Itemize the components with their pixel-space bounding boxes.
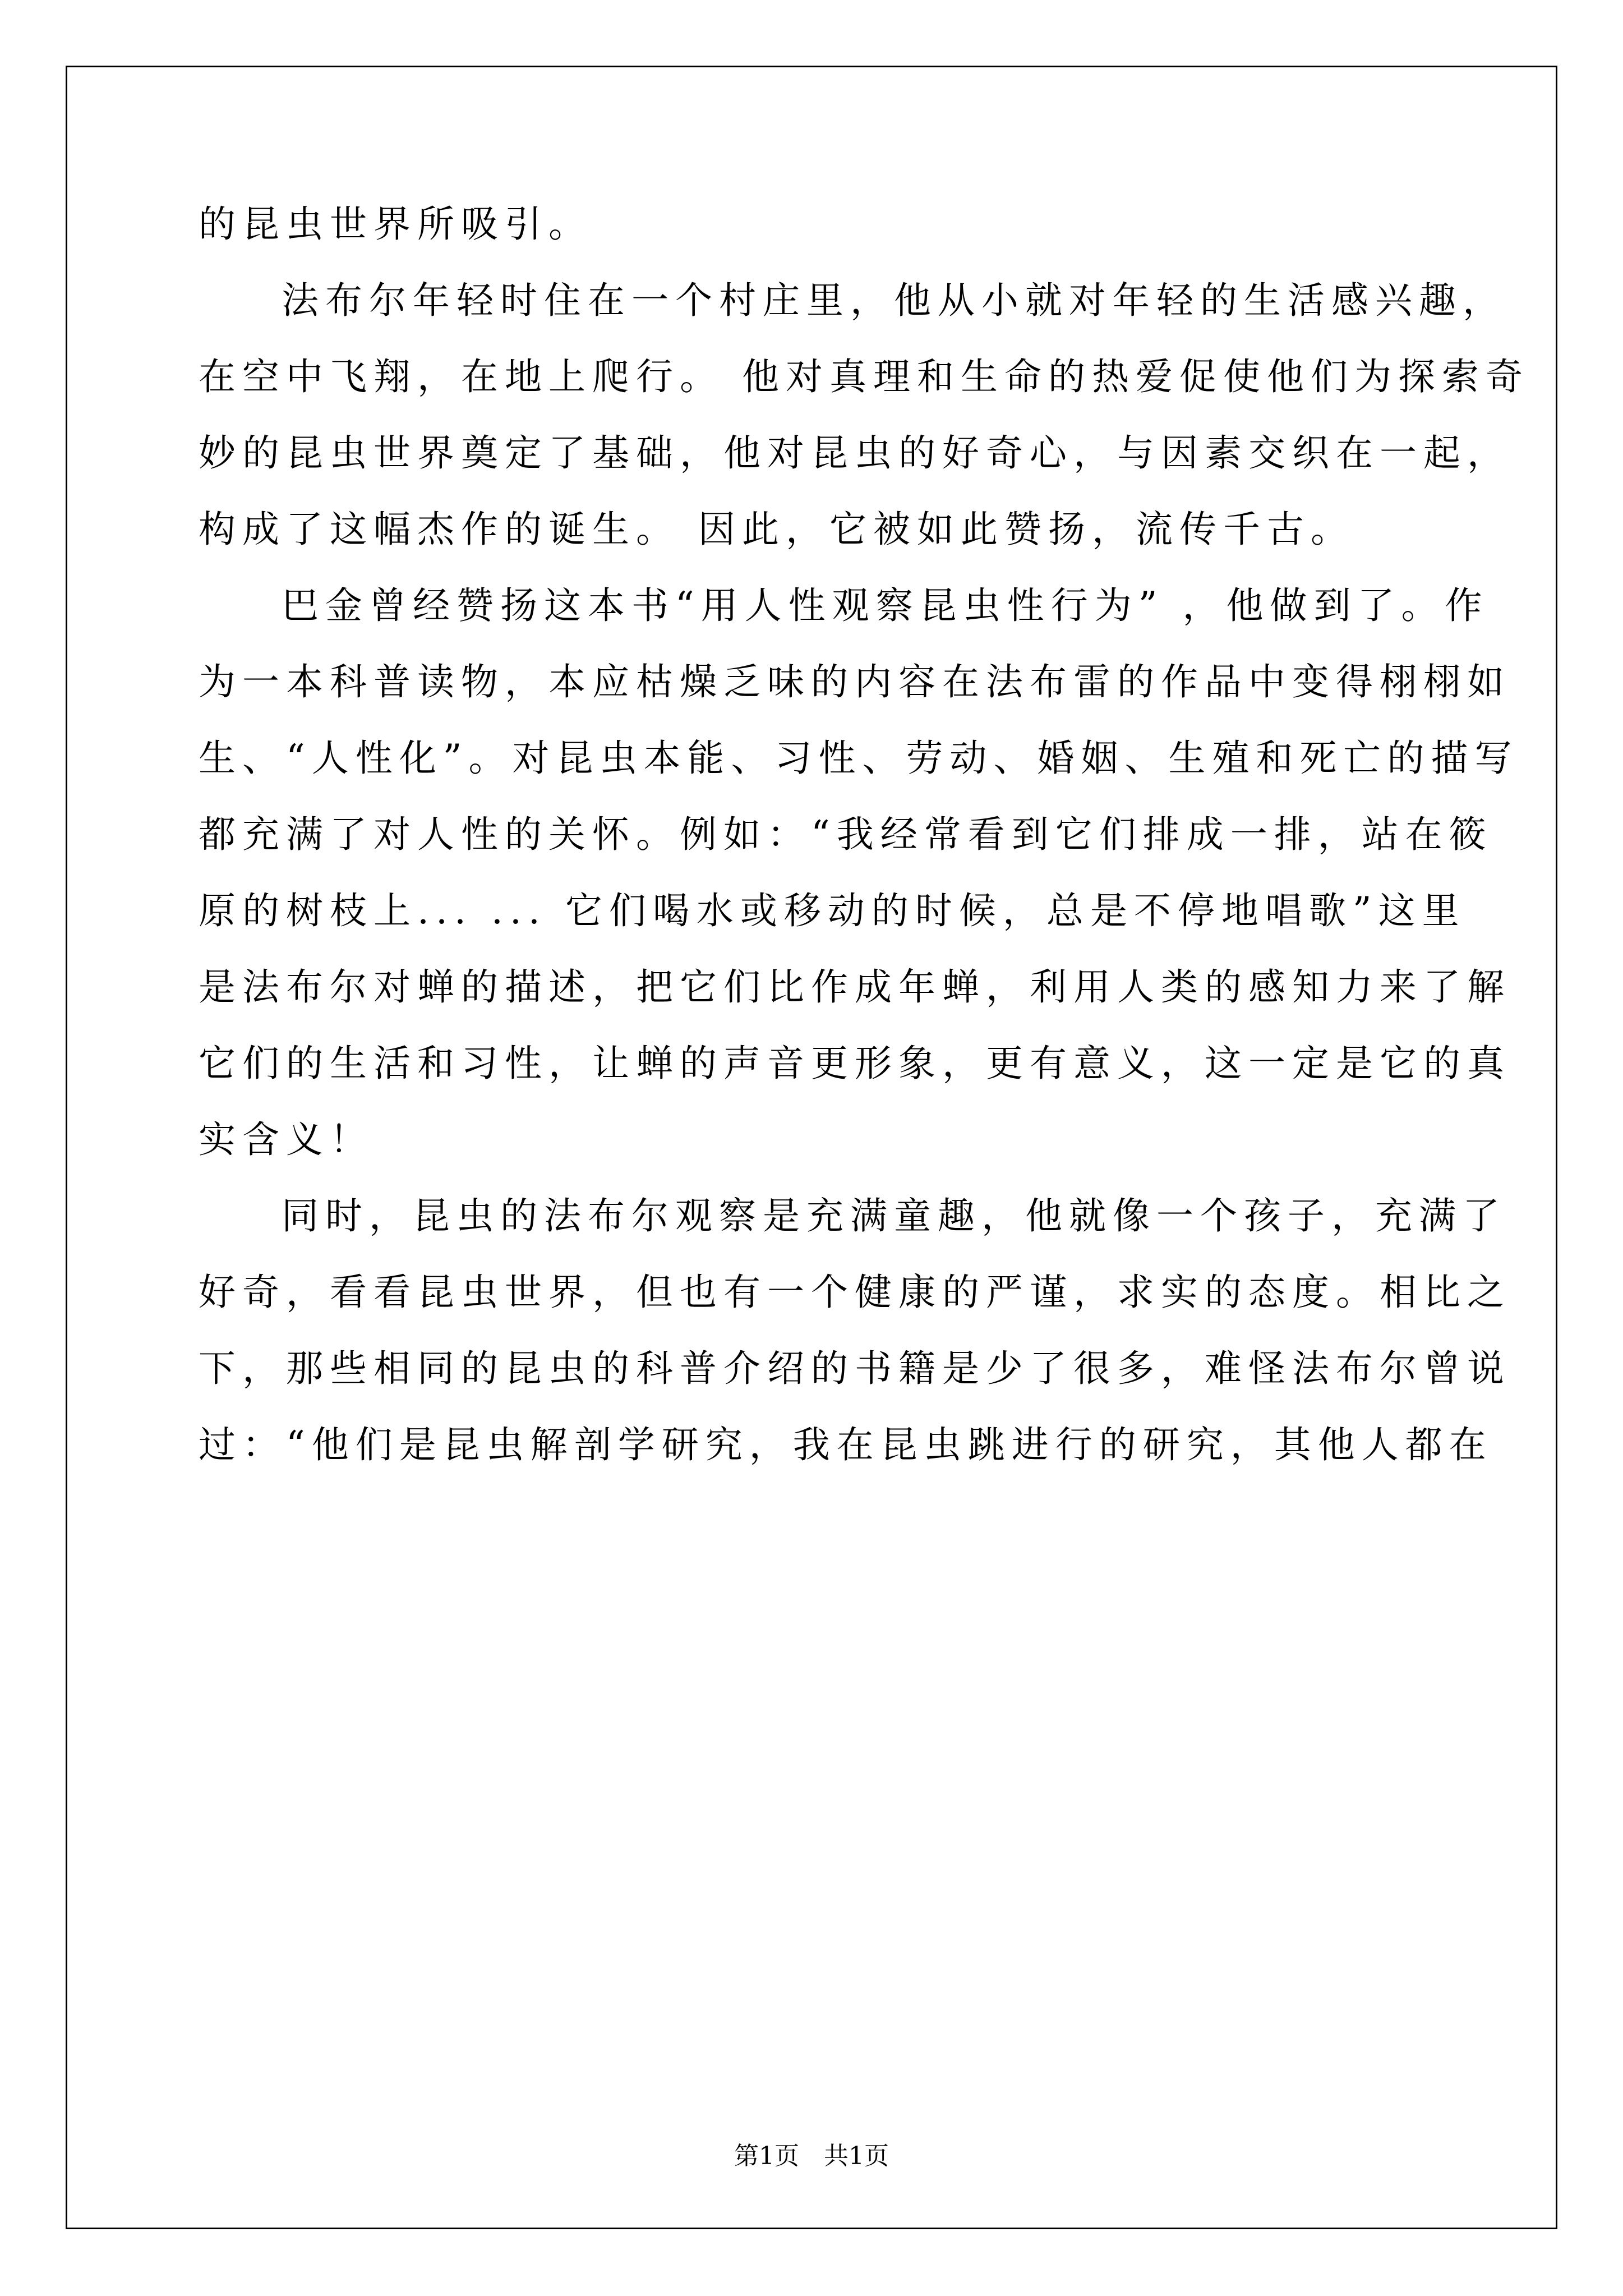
text-line: 下，那些相同的昆虫的科普介绍的书籍是少了很多，难怪法布尔曾说 <box>199 1347 1511 1390</box>
text-line: 在空中飞翔，在地上爬行。 他对真理和生命的热爱促使他们为探索奇 <box>199 355 1529 398</box>
text-line: 法布尔年轻时住在一个村庄里，他从小就对年轻的生活感兴趣， <box>282 279 1506 322</box>
text-line: 原的树枝上... ... 它们喝水或移动的时候，总是不停地唱歌”这里 <box>199 889 1466 932</box>
document-body <box>199 202 1529 1499</box>
text-line: 巴金曾经赞扬这本书“用人性观察昆虫性行为” ，他做到了。作 <box>282 584 1489 627</box>
page-footer <box>0 2141 1623 2172</box>
text-line: 实含义！ <box>199 1118 374 1161</box>
text-line: 为一本科普读物，本应枯燥乏味的内容在法布雷的作品中变得栩栩如 <box>199 660 1511 703</box>
text-line: 好奇，看看昆虫世界，但也有一个健康的严谨，求实的态度。相比之 <box>199 1271 1511 1314</box>
text-line: 都充满了对人性的关怀。例如：“我经常看到它们排成一排，站在筱 <box>199 813 1493 856</box>
page-number: 第1页 共1页 <box>734 2142 889 2170</box>
text-line: 同时，昆虫的法布尔观察是充满童趣，他就像一个孩子，充满了 <box>282 1194 1506 1237</box>
text-line: 的昆虫世界所吸引。 <box>199 203 592 246</box>
text-line: 它们的生活和习性，让蝉的声音更形象，更有意义，这一定是它的真 <box>199 1042 1511 1085</box>
text-line: 过：“他们是昆虫解剖学研究，我在昆虫跳进行的研究，其他人都在 <box>199 1423 1493 1466</box>
text-line: 妙的昆虫世界奠定了基础，他对昆虫的好奇心，与因素交织在一起， <box>199 431 1511 475</box>
text-line: 生、“人性化”。对昆虫本能、习性、劳动、婚姻、生殖和死亡的描写 <box>199 737 1519 780</box>
text-line: 是法布尔对蝉的描述，把它们比作成年蝉，利用人类的感知力来了解 <box>199 965 1511 1009</box>
text-line: 构成了这幅杰作的诞生。 因此，它被如此赞扬，流传千古。 <box>199 508 1354 551</box>
